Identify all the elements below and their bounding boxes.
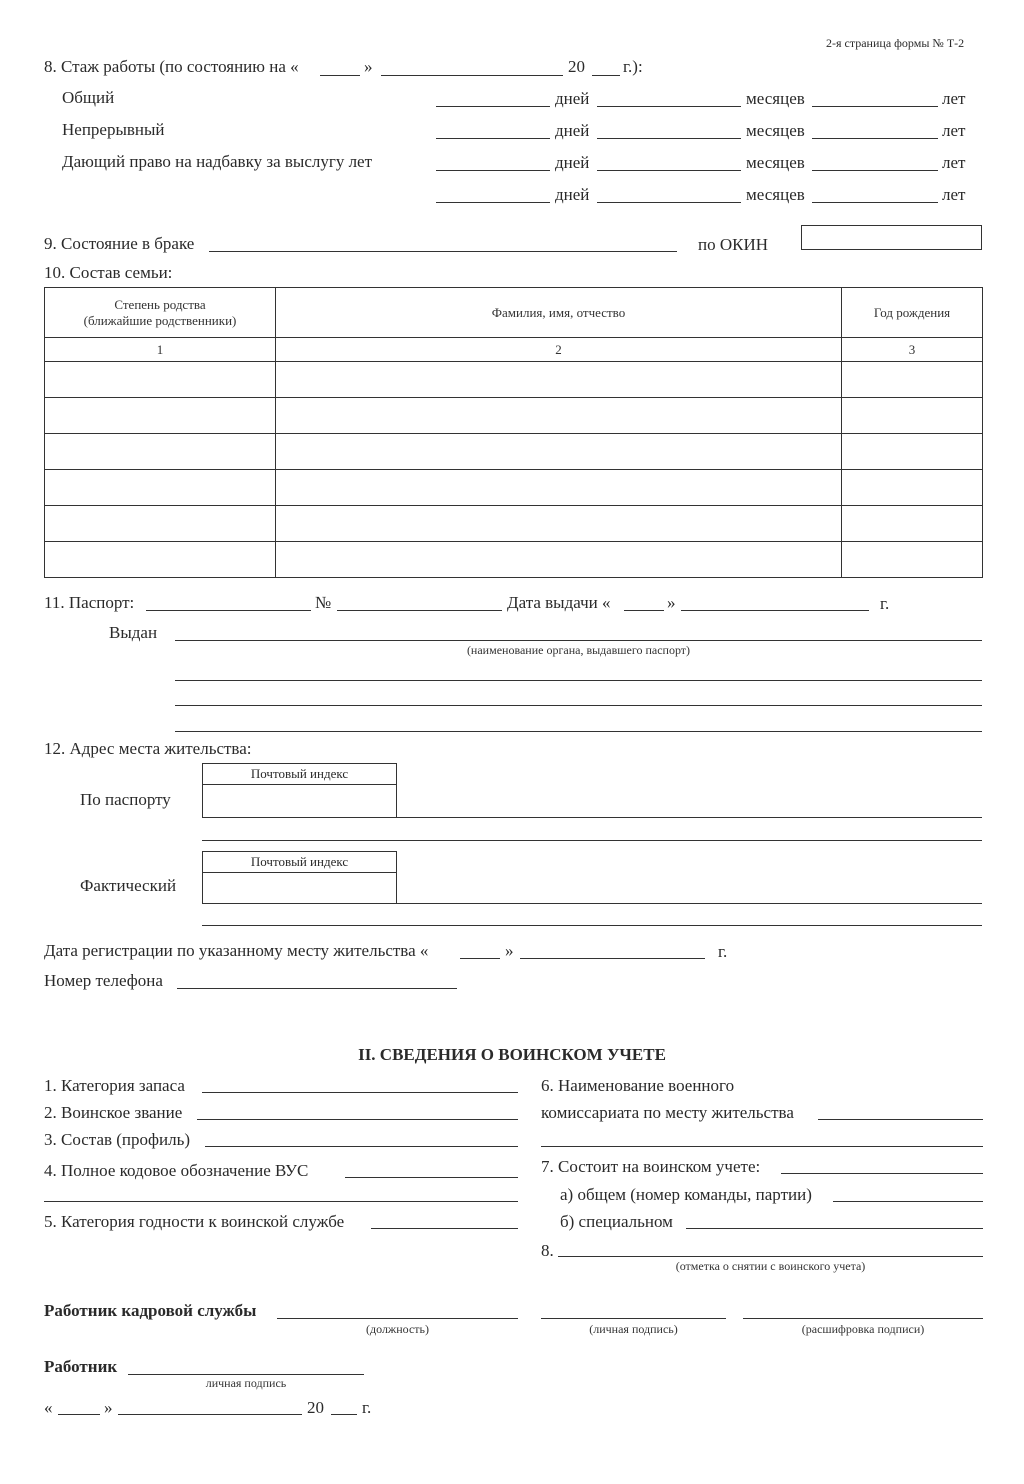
s8-row-label: Непрерывный (62, 120, 165, 139)
date-month-field[interactable] (118, 1414, 302, 1415)
mil-removal-caption: (отметка о снятии с воинского учета) (675, 1259, 866, 1273)
col-header-birthyear: Год рождения (842, 288, 983, 338)
mil-removal-label: 8. (541, 1241, 554, 1260)
hr-position-field[interactable] (277, 1318, 518, 1319)
postal-index-label: Почтовый индекс (203, 764, 396, 785)
s11-passport-series-field[interactable] (146, 610, 311, 611)
col-number: 1 (45, 338, 276, 362)
s8-day-line[interactable] (320, 75, 360, 76)
table-cell[interactable] (276, 398, 842, 434)
s12-close-quote: » (505, 941, 514, 960)
s8-years-field[interactable] (812, 106, 938, 107)
s12-reg-day-field[interactable] (460, 958, 500, 959)
s11-passport-label: 11. Паспорт: (44, 593, 135, 612)
s8-months-field[interactable] (597, 170, 741, 171)
s8-years-label: лет (942, 153, 966, 172)
mil-profile-label: 3. Состав (профиль) (44, 1130, 191, 1149)
s8-title-d: г.): (623, 57, 643, 76)
s8-title-b: » (364, 57, 373, 76)
s8-months-label: месяцев (746, 89, 805, 108)
s8-days-field[interactable] (436, 202, 550, 203)
col-header-fullname: Фамилия, имя, отчество (276, 288, 842, 338)
table-cell[interactable] (45, 542, 276, 578)
s11-issued-by-field-3[interactable] (175, 705, 982, 706)
s11-issued-by-field-4[interactable] (175, 731, 982, 732)
table-cell[interactable] (276, 506, 842, 542)
s8-title-c: 20 (568, 57, 585, 76)
mil-reserve-category-label: 1. Категория запаса (44, 1076, 185, 1095)
hr-decode-caption: (расшифровка подписи) (801, 1322, 925, 1336)
s8-years-field[interactable] (812, 138, 938, 139)
s8-days-label: дней (555, 89, 590, 108)
hr-position-caption: (должность) (366, 1322, 429, 1336)
date-g-label: г. (362, 1398, 372, 1417)
s8-row-label: Дающий право на надбавку за выслугу лет (62, 152, 373, 171)
s8-days-field[interactable] (436, 170, 550, 171)
s8-days-label: дней (555, 185, 590, 204)
mil-commissariat-field-2[interactable] (541, 1146, 983, 1147)
mil-reserve-category-field[interactable] (202, 1092, 518, 1093)
s8-row-label: Общий (62, 88, 115, 107)
table-cell[interactable] (842, 506, 983, 542)
s11-issued-by-field-2[interactable] (175, 680, 982, 681)
table-cell[interactable] (276, 434, 842, 470)
mil-vus-field[interactable] (345, 1177, 518, 1178)
date-day-field[interactable] (58, 1414, 100, 1415)
s8-days-label: дней (555, 153, 590, 172)
table-cell[interactable] (45, 362, 276, 398)
s8-days-field[interactable] (436, 106, 550, 107)
s12-actual-label: Фактический (80, 876, 177, 895)
table-cell[interactable] (45, 506, 276, 542)
s12-year-label: г. (718, 942, 728, 961)
mil-fitness-field[interactable] (371, 1228, 518, 1229)
s8-months-label: месяцев (746, 153, 805, 172)
mil-vus-field-2[interactable] (44, 1201, 518, 1202)
s8-years-label: лет (942, 121, 966, 140)
s8-month-line[interactable] (381, 75, 563, 76)
s11-year-label: г. (880, 594, 890, 613)
table-cell[interactable] (45, 398, 276, 434)
table-cell[interactable] (276, 542, 842, 578)
s8-months-field[interactable] (597, 106, 741, 107)
mil-commissariat-label-1: 6. Наименование военного (541, 1076, 735, 1095)
s8-months-field[interactable] (597, 138, 741, 139)
mil-general-label: а) общем (номер команды, партии) (560, 1185, 812, 1204)
s12-phone-field[interactable] (177, 988, 457, 989)
worker-signature-field[interactable] (128, 1374, 364, 1375)
table-cell[interactable] (45, 470, 276, 506)
mil-rank-label: 2. Воинское звание (44, 1103, 183, 1122)
s12-passport-address-field-2[interactable] (202, 840, 982, 841)
s9-marital-field[interactable] (209, 251, 677, 252)
hr-signature-field[interactable] (541, 1318, 726, 1319)
s11-issue-month-field[interactable] (681, 610, 869, 611)
s11-passport-number-field[interactable] (337, 610, 502, 611)
s12-reg-date-label: Дата регистрации по указанному месту жительства « (44, 941, 429, 960)
s12-passport-address-field[interactable] (397, 817, 982, 818)
page-label: 2-я страница формы № Т-2 (826, 36, 965, 50)
table-row (45, 434, 983, 470)
date-year-field[interactable] (331, 1414, 357, 1415)
s8-days-label: дней (555, 121, 590, 140)
col-number: 3 (842, 338, 983, 362)
mil-vus-label: 4. Полное кодовое обозначение ВУС (44, 1161, 309, 1180)
s11-issued-by-caption: (наименование органа, выдавшего паспорт) (466, 643, 691, 657)
s8-months-field[interactable] (597, 202, 741, 203)
worker-signature-caption: личная подпись (205, 1376, 287, 1390)
s12-reg-month-field[interactable] (520, 958, 705, 959)
s8-days-field[interactable] (436, 138, 550, 139)
hr-signature-caption: (личная подпись) (589, 1322, 678, 1336)
mil-registered-label: 7. Состоит на воинском учете: (541, 1157, 761, 1176)
table-cell[interactable] (842, 398, 983, 434)
s8-years-field[interactable] (812, 202, 938, 203)
mil-special-field[interactable] (686, 1228, 983, 1229)
postal-index-label: Почтовый индекс (203, 852, 396, 873)
s10-family-label: 10. Состав семьи: (44, 263, 173, 282)
s8-months-label: месяцев (746, 185, 805, 204)
date-close-quote: » (104, 1398, 113, 1417)
family-table (44, 287, 983, 578)
mil-commissariat-label-2: комиссариата по месту жительства (541, 1103, 794, 1122)
mil-fitness-label: 5. Категория годности к воинской службе (44, 1212, 345, 1231)
mil-general-field[interactable] (833, 1201, 983, 1202)
s12-address-label: 12. Адрес места жительства: (44, 739, 252, 758)
table-row (45, 470, 983, 506)
s11-issued-by-field[interactable] (175, 640, 982, 641)
s9-marital-label: 9. Состояние в браке (44, 234, 195, 253)
table-cell[interactable] (45, 434, 276, 470)
mil-rank-field[interactable] (197, 1119, 518, 1120)
s11-close-quote: » (667, 593, 676, 612)
s12-by-passport-label: По паспорту (80, 790, 171, 809)
s11-issue-date-label: Дата выдачи « (507, 593, 611, 612)
s8-years-label: лет (942, 185, 966, 204)
s8-years-field[interactable] (812, 170, 938, 171)
s8-title-a: 8. Стаж работы (по состоянию на « (44, 57, 299, 76)
s9-okin-label: по ОКИН (698, 235, 769, 254)
mil-removal-field[interactable] (558, 1256, 983, 1257)
s9-okin-box[interactable] (801, 225, 982, 250)
s11-number-label: № (315, 593, 332, 612)
s8-year-line[interactable] (592, 75, 620, 76)
s12-actual-address-field-2[interactable] (202, 925, 982, 926)
s12-actual-address-field[interactable] (397, 903, 982, 904)
table-cell[interactable] (842, 362, 983, 398)
table-cell[interactable] (276, 470, 842, 506)
worker-label: Работник (44, 1357, 118, 1376)
mil-special-label: б) специальном (560, 1212, 673, 1231)
postal-index-box-actual[interactable] (202, 851, 397, 904)
section-2-title: II. СВЕДЕНИЯ О ВОИНСКОМ УЧЕТЕ (358, 1045, 666, 1064)
date-year-prefix: 20 (307, 1398, 324, 1417)
table-cell[interactable] (842, 470, 983, 506)
table-row (45, 362, 983, 398)
mil-profile-field[interactable] (205, 1146, 518, 1147)
table-cell[interactable] (842, 434, 983, 470)
s8-years-label: лет (942, 89, 966, 108)
col-number: 2 (276, 338, 842, 362)
s11-issued-by-label: Выдан (109, 623, 158, 642)
postal-index-box-passport[interactable] (202, 763, 397, 818)
date-open-quote: « (44, 1398, 53, 1417)
hr-worker-label: Работник кадровой службы (44, 1301, 257, 1320)
hr-decode-field[interactable] (743, 1318, 983, 1319)
table-row (45, 398, 983, 434)
col-header-relation: Степень родства (ближайшие родственники) (45, 288, 276, 338)
table-cell[interactable] (842, 542, 983, 578)
mil-commissariat-field[interactable] (818, 1119, 983, 1120)
s12-phone-label: Номер телефона (44, 971, 163, 990)
table-row (45, 542, 983, 578)
table-row (45, 506, 983, 542)
s11-issue-day-field[interactable] (624, 610, 664, 611)
s8-months-label: месяцев (746, 121, 805, 140)
table-cell[interactable] (276, 362, 842, 398)
mil-registered-field[interactable] (781, 1173, 983, 1174)
